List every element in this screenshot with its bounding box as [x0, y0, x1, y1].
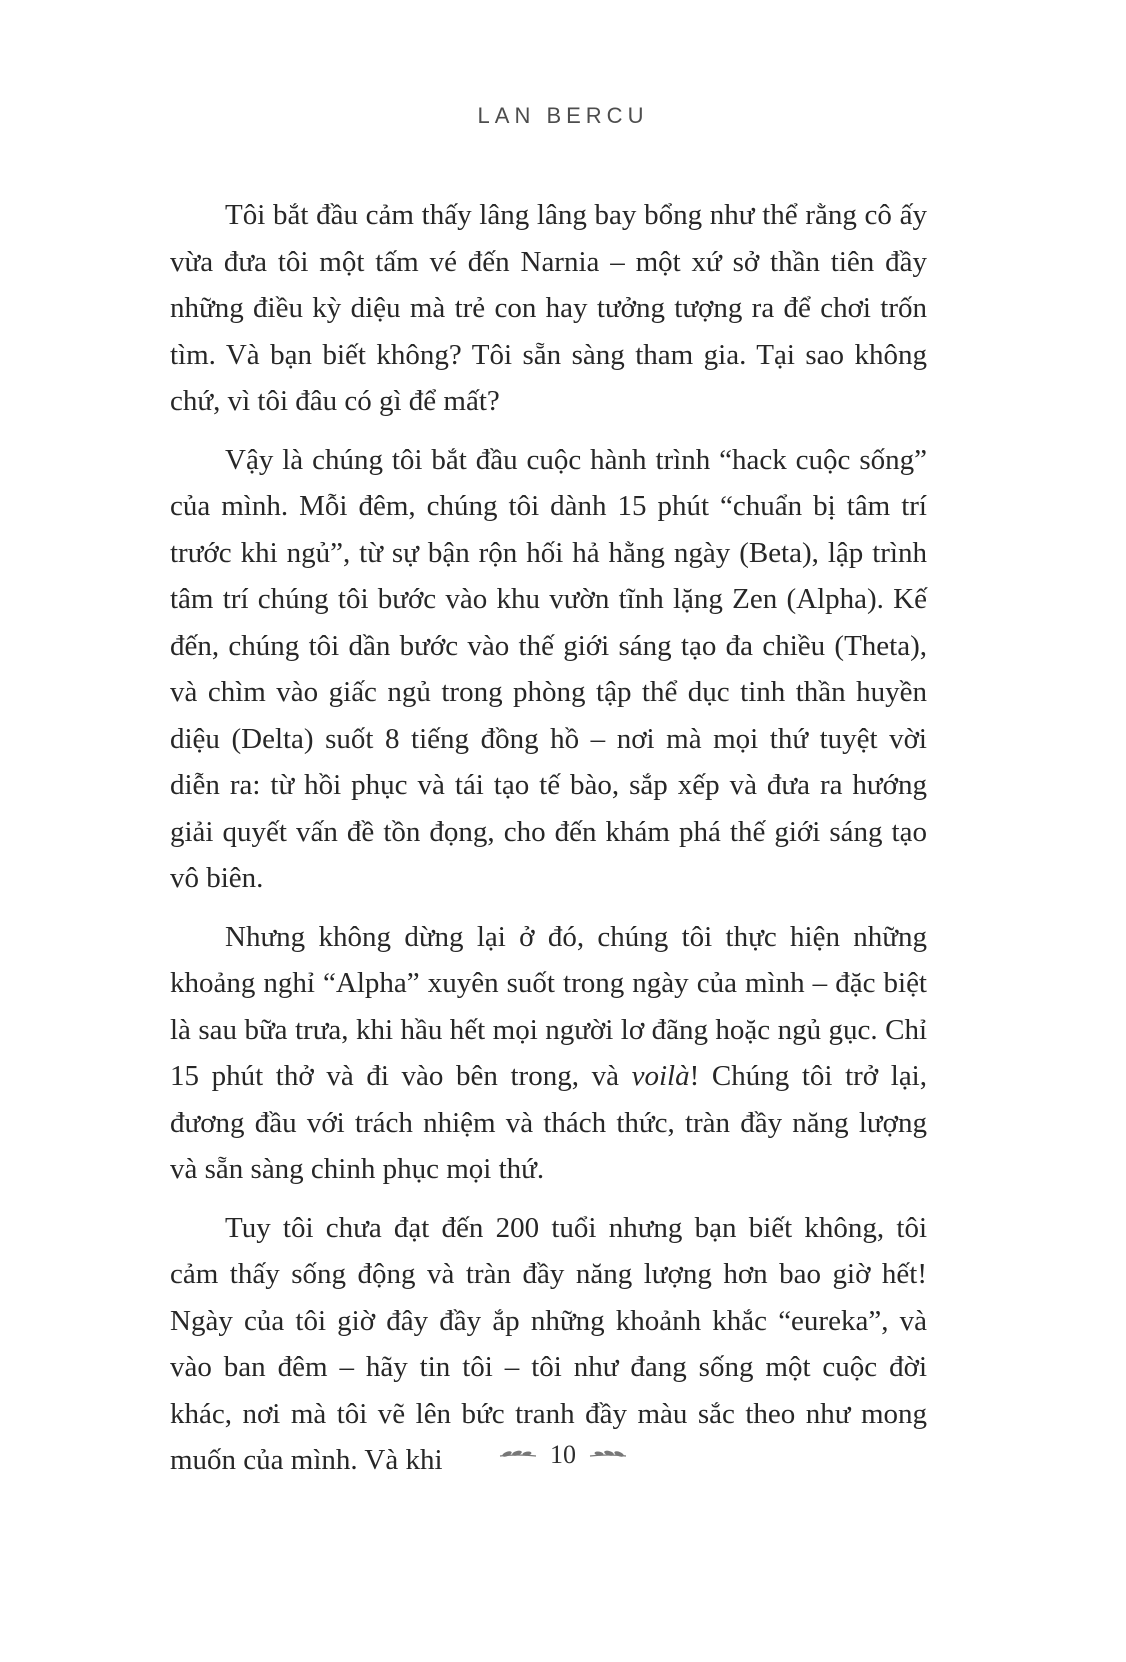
page-number: 10 — [550, 1440, 576, 1469]
paragraph-2: Vậy là chúng tôi bắt đầu cuộc hành trình “hack cuộc sống” của mình. Mỗi đêm, chúng tôi dành 15 phút “chuẩn bị tâm trí trước khi ngủ”, từ sự bận rộn hối hả hằng ngày (Beta), lập trình tâm trí chúng tôi bước vào khu vườn tĩnh lặng Zen (Alpha). Kế đến, chúng tôi dần bước vào thế giới sáng tạo đa chiều (Theta), và chìm vào giấc ngủ trong phòng tập thể dục tinh thần huyền diệu (Delta) suốt 8 tiếng đồng hồ – nơi mà mọi thứ tuyệt vời diễn ra: từ hồi phục và tái tạo tế bào, sắp xếp và đưa ra hướng giải quyết vấn đề tồn đọng, cho đến khám phá thế giới sáng tạo vô biên. — [170, 443, 927, 894]
paragraph-3-italic-word: voilà — [631, 1060, 690, 1092]
page-body-text — [170, 192, 927, 1496]
paragraph-3-segment-1: Nhưng không dừng lại ở đó, chúng tôi thực hiện những khoảng nghỉ “Alpha” xuyên suốt trong ngày của mình – đặc biệt là sau bữa trưa, khi hầu hết mọi người lơ đãng hoặc ngủ gục. Chỉ 15 phút thở và đi vào bên trong, và — [170, 920, 927, 1092]
paragraph-1: Tôi bắt đầu cảm thấy lâng lâng bay bổng như thể rằng cô ấy vừa đưa tôi một tấm vé đến Narnia – một xứ sở thần tiên đầy những điều kỳ diệu mà trẻ con hay tưởng tượng ra để chơi trốn tìm. Và bạn biết không? Tôi sẵn sàng tham gia. Tại sao không chứ, vì tôi đâu có gì để mất? — [170, 199, 927, 417]
running-header: LAN BERCU — [477, 103, 649, 128]
page-footer — [0, 1440, 1126, 1470]
paragraph-3 — [170, 914, 927, 1193]
paragraph-4: Tuy tôi chưa đạt đến 200 tuổi nhưng bạn biết không, tôi cảm thấy sống động và tràn đầy năng lượng hơn bao giờ hết! Ngày của tôi giờ đây đầy ắp những khoảnh khắc “eureka”, và vào ban đêm – hãy tin tôi – tôi như đang sống một cuộc đời khác, nơi mà tôi vẽ lên bức tranh đầy màu sắc theo như mong muốn của mình. Và khi — [170, 1211, 927, 1476]
leaf-sprig-icon — [498, 1448, 538, 1462]
paragraph-3-segment-3: ! Chúng tôi trở lại, đương đầu với trách nhiệm và thách thức, tràn đầy năng lượng và sẵn sàng chinh phục mọi thứ. — [170, 1060, 927, 1185]
leaf-sprig-icon — [588, 1448, 628, 1462]
